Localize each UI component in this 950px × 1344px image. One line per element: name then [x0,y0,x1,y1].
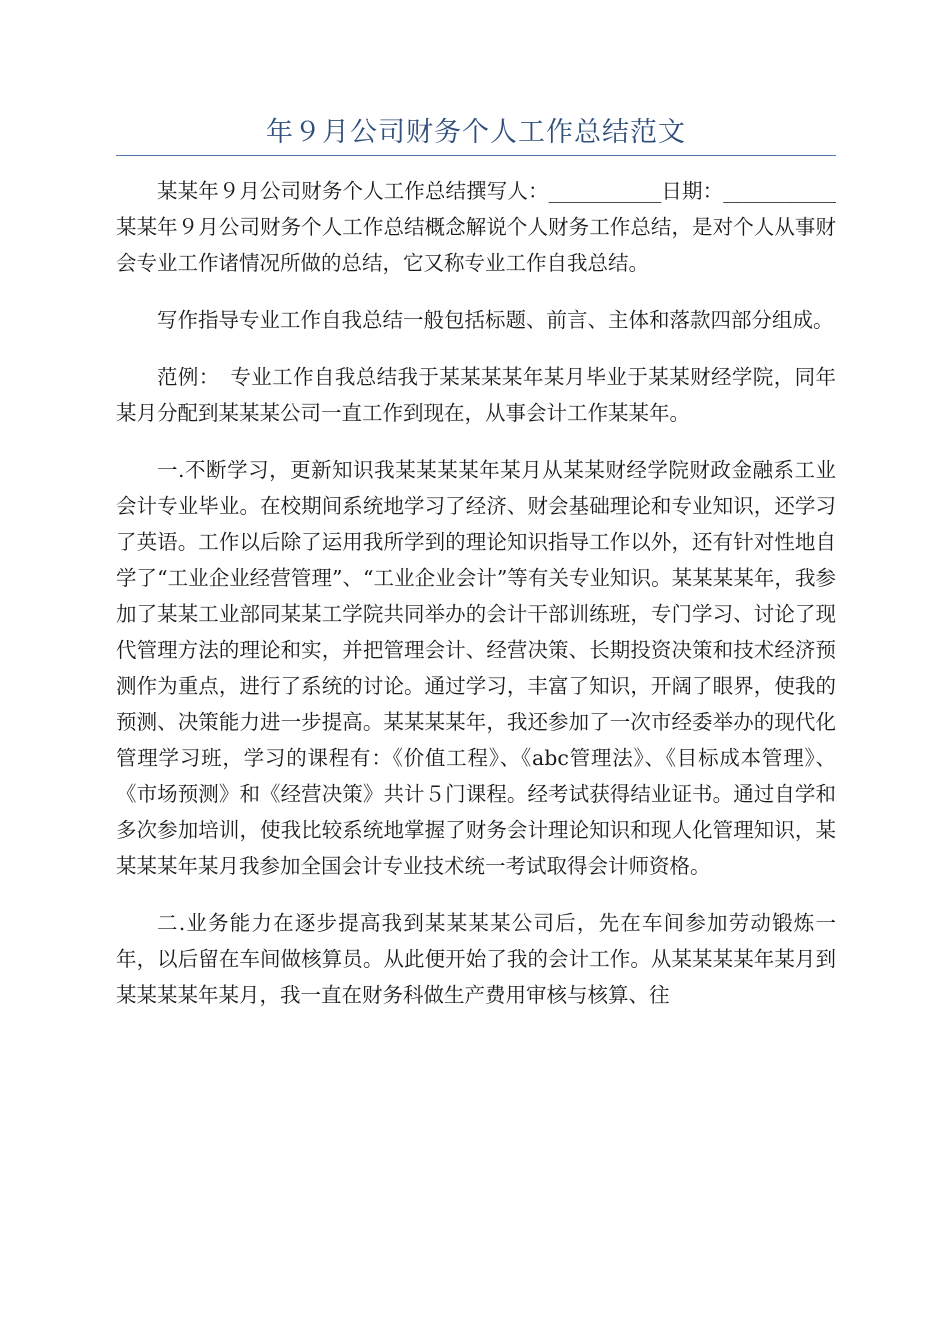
paragraph-section-one: 一.不断学习，更新知识我某某某某年某月从某某财经学院财政金融系工业会计专业毕业。在校期间系统地学习了经济、财会基础理论和专业知识，还学习了英语。工作以后除了运用我所学到的理论知识指导工作以外，还有针对性地自学了“工业企业经营管理”、“工业企业会计”等有关专业知识。某某某某年，我参加了某某工业部同某某工学院共同举办的会计干部训练班，专门学习、讨论了现代管理方法的理论和实，并把管理会计、经营决策、长期投资决策和技术经济预测作为重点，进行了系统的讨论。通过学习，丰富了知识，开阔了眼界，使我的预测、决策能力进一步提高。某某某某年，我还参加了一次市经委举办的现代化管理学习班，学习的课程有：《价值工程》、《abc管理法》、《目标成本管理》、《市场预测》和《经营决策》共计５门课程。经考试获得结业证书。通过自学和多次参加培训，使我比较系统地掌握了财务会计理论知识和现人化管理知识，某某某某年某月我参加全国会计专业技术统一考试取得会计师资格。 [116,458,836,878]
paragraph-writing-guide: 写作指导专业工作自我总结一般包括标题、前言、主体和落款四部分组成。 [157,308,834,332]
document-title: 年９月公司财务个人工作总结范文 [266,117,686,148]
title-underline [116,155,836,156]
document-body [116,173,836,1013]
paragraph-example: 范例： 专业工作自我总结我于某某某某年某月毕业于某某财经学院，同年某月分配到某某某公司一直工作到现在，从事会计工作某某年。 [116,365,836,425]
paragraph-section-two: 二.业务能力在逐步提高我到某某某某公司后，先在车间参加劳动锻炼一年，以后留在车间做核算员。从此便开始了我的会计工作。从某某某某年某月到某某某某年某月，我一直在财务科做生产费用审核与核算、往 [116,911,836,1007]
document-page [116,0,836,1034]
paragraph-intro: 某某年９月公司财务个人工作总结撰写人：___________日期：___________某某年９月公司财务个人工作总结概念解说个人财务工作总结，是对个人从事财会专业工作诸情况所做的总结，它又称专业工作自我总结。 [116,179,836,275]
